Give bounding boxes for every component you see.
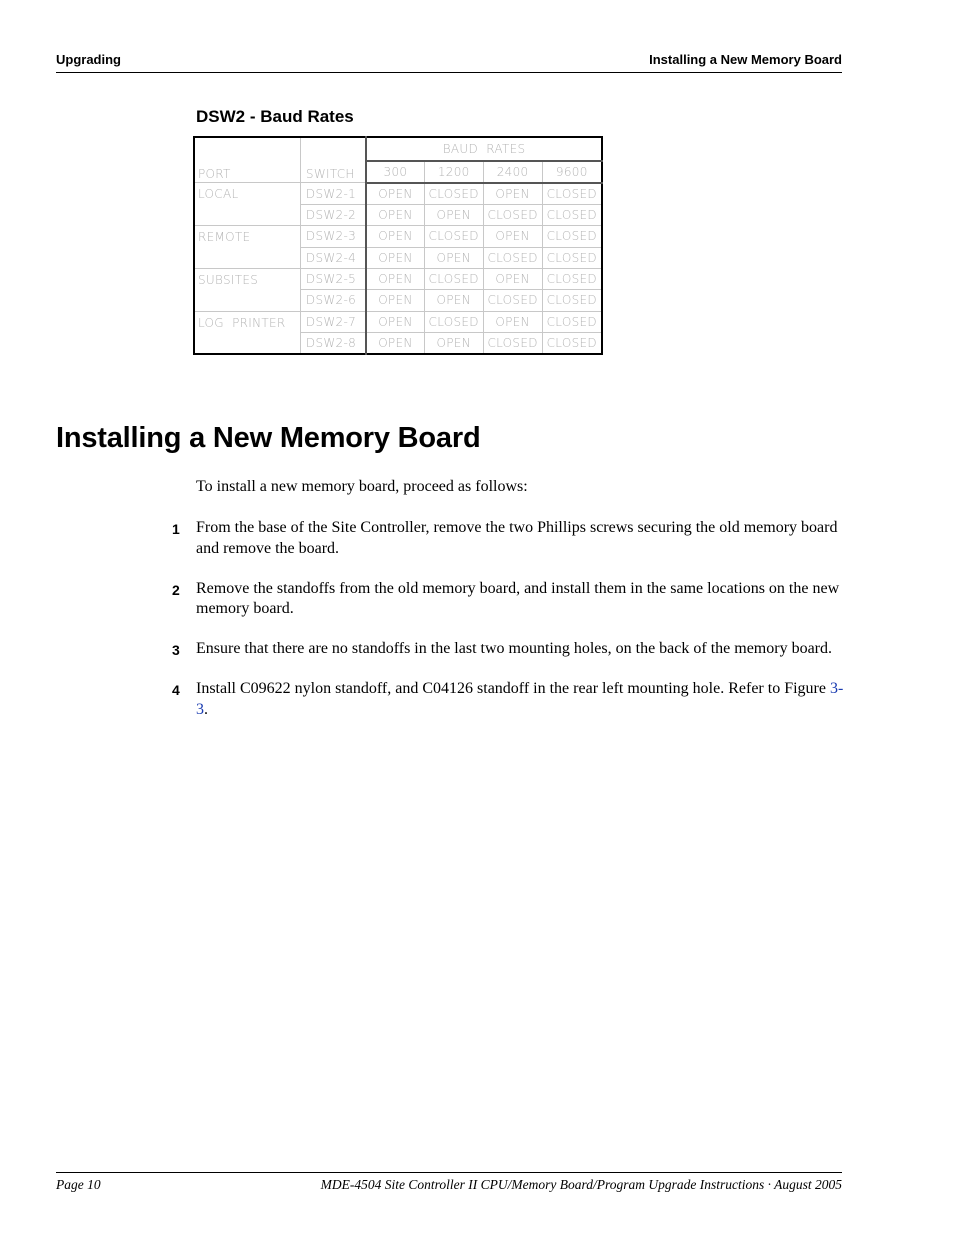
figure-reference-link[interactable]: 3-3 (196, 680, 844, 718)
table-title: DSW2 - Baud Rates (196, 107, 354, 126)
setting-cell: OPEN (366, 204, 424, 225)
port-cell: SUBSITES (194, 268, 300, 311)
page-header (56, 52, 842, 73)
setting-cell: OPEN (424, 290, 483, 311)
header-section-label: Upgrading (56, 52, 121, 67)
column-header-rate: 1200 (424, 161, 483, 182)
setting-cell: CLOSED (424, 311, 483, 332)
port-cell: LOG PRINTER (194, 311, 300, 354)
setting-cell: CLOSED (542, 311, 602, 332)
setting-cell: OPEN (366, 183, 424, 204)
switch-cell: DSW2-5 (300, 268, 366, 289)
table-row (194, 268, 602, 289)
page-footer (56, 1172, 842, 1192)
column-header-rate: 2400 (483, 161, 542, 182)
step-item (172, 579, 844, 620)
footer-document-title: MDE-4504 Site Controller II CPU/Memory Board/Program Upgrade Instructions · August 2005 (320, 1177, 842, 1192)
step-item (172, 518, 844, 559)
setting-cell: CLOSED (483, 204, 542, 225)
column-header-rate: 300 (366, 161, 424, 182)
column-group-header-baud-rates: BAUD RATES (366, 137, 602, 161)
setting-cell: CLOSED (424, 226, 483, 247)
step-number: 2 (172, 581, 180, 598)
setting-cell: CLOSED (483, 247, 542, 268)
setting-cell: OPEN (483, 226, 542, 247)
footer-page-number: Page 10 (56, 1177, 101, 1192)
setting-cell: CLOSED (542, 268, 602, 289)
switch-cell: DSW2-6 (300, 290, 366, 311)
setting-cell: OPEN (483, 311, 542, 332)
setting-cell: OPEN (366, 333, 424, 354)
setting-cell: OPEN (366, 290, 424, 311)
step-text-end: . (204, 700, 208, 718)
port-cell: LOCAL (194, 183, 300, 226)
setting-cell: OPEN (483, 268, 542, 289)
setting-cell: OPEN (366, 247, 424, 268)
setting-cell: CLOSED (542, 183, 602, 204)
step-number: 1 (172, 521, 180, 537)
setting-cell: OPEN (366, 226, 424, 247)
table-body (194, 183, 602, 354)
intro-paragraph: To install a new memory board, proceed as follows: (196, 478, 528, 495)
column-header-switch: SWITCH (300, 137, 366, 183)
section-heading: Installing a New Memory Board (56, 422, 481, 454)
step-item (172, 639, 844, 660)
setting-cell: CLOSED (542, 247, 602, 268)
setting-cell: CLOSED (424, 183, 483, 204)
baud-rates-table (193, 136, 603, 355)
setting-cell: CLOSED (424, 268, 483, 289)
setting-cell: CLOSED (483, 333, 542, 354)
setting-cell: CLOSED (542, 290, 602, 311)
setting-cell: CLOSED (542, 226, 602, 247)
table-row (194, 311, 602, 332)
setting-cell: OPEN (366, 268, 424, 289)
step-number: 4 (172, 682, 180, 698)
header-topic-label: Installing a New Memory Board (649, 52, 842, 67)
step-item (172, 679, 844, 720)
switch-cell: DSW2-2 (300, 204, 366, 225)
column-header-rate: 9600 (542, 161, 602, 182)
setting-cell: CLOSED (483, 290, 542, 311)
setting-cell: OPEN (424, 204, 483, 225)
setting-cell: OPEN (483, 183, 542, 204)
step-text: Remove the standoffs from the old memory board, and install them in the same locations on the new memory board. (196, 579, 840, 617)
steps-list (172, 518, 844, 740)
step-text: From the base of the Site Controller, remove the two Phillips screws securing the old memory board and remove the board. (196, 519, 838, 557)
switch-cell: DSW2-3 (300, 226, 366, 247)
column-header-port: PORT (194, 137, 300, 183)
setting-cell: CLOSED (542, 204, 602, 225)
table-row (194, 183, 602, 204)
setting-cell: OPEN (424, 247, 483, 268)
step-text: Ensure that there are no standoffs in the last two mounting holes, on the back of the memory board. (196, 640, 832, 657)
setting-cell: OPEN (424, 333, 483, 354)
setting-cell: CLOSED (542, 333, 602, 354)
switch-cell: DSW2-7 (300, 311, 366, 332)
switch-cell: DSW2-4 (300, 247, 366, 268)
switch-cell: DSW2-1 (300, 183, 366, 204)
setting-cell: OPEN (366, 311, 424, 332)
port-cell: REMOTE (194, 226, 300, 269)
switch-cell: DSW2-8 (300, 333, 366, 354)
table-row (194, 226, 602, 247)
step-text: Install C09622 nylon standoff, and C04126 standoff in the rear left mounting hole. Refer to Figure (196, 680, 830, 697)
step-number: 3 (172, 642, 180, 658)
table-header-row (194, 137, 602, 161)
